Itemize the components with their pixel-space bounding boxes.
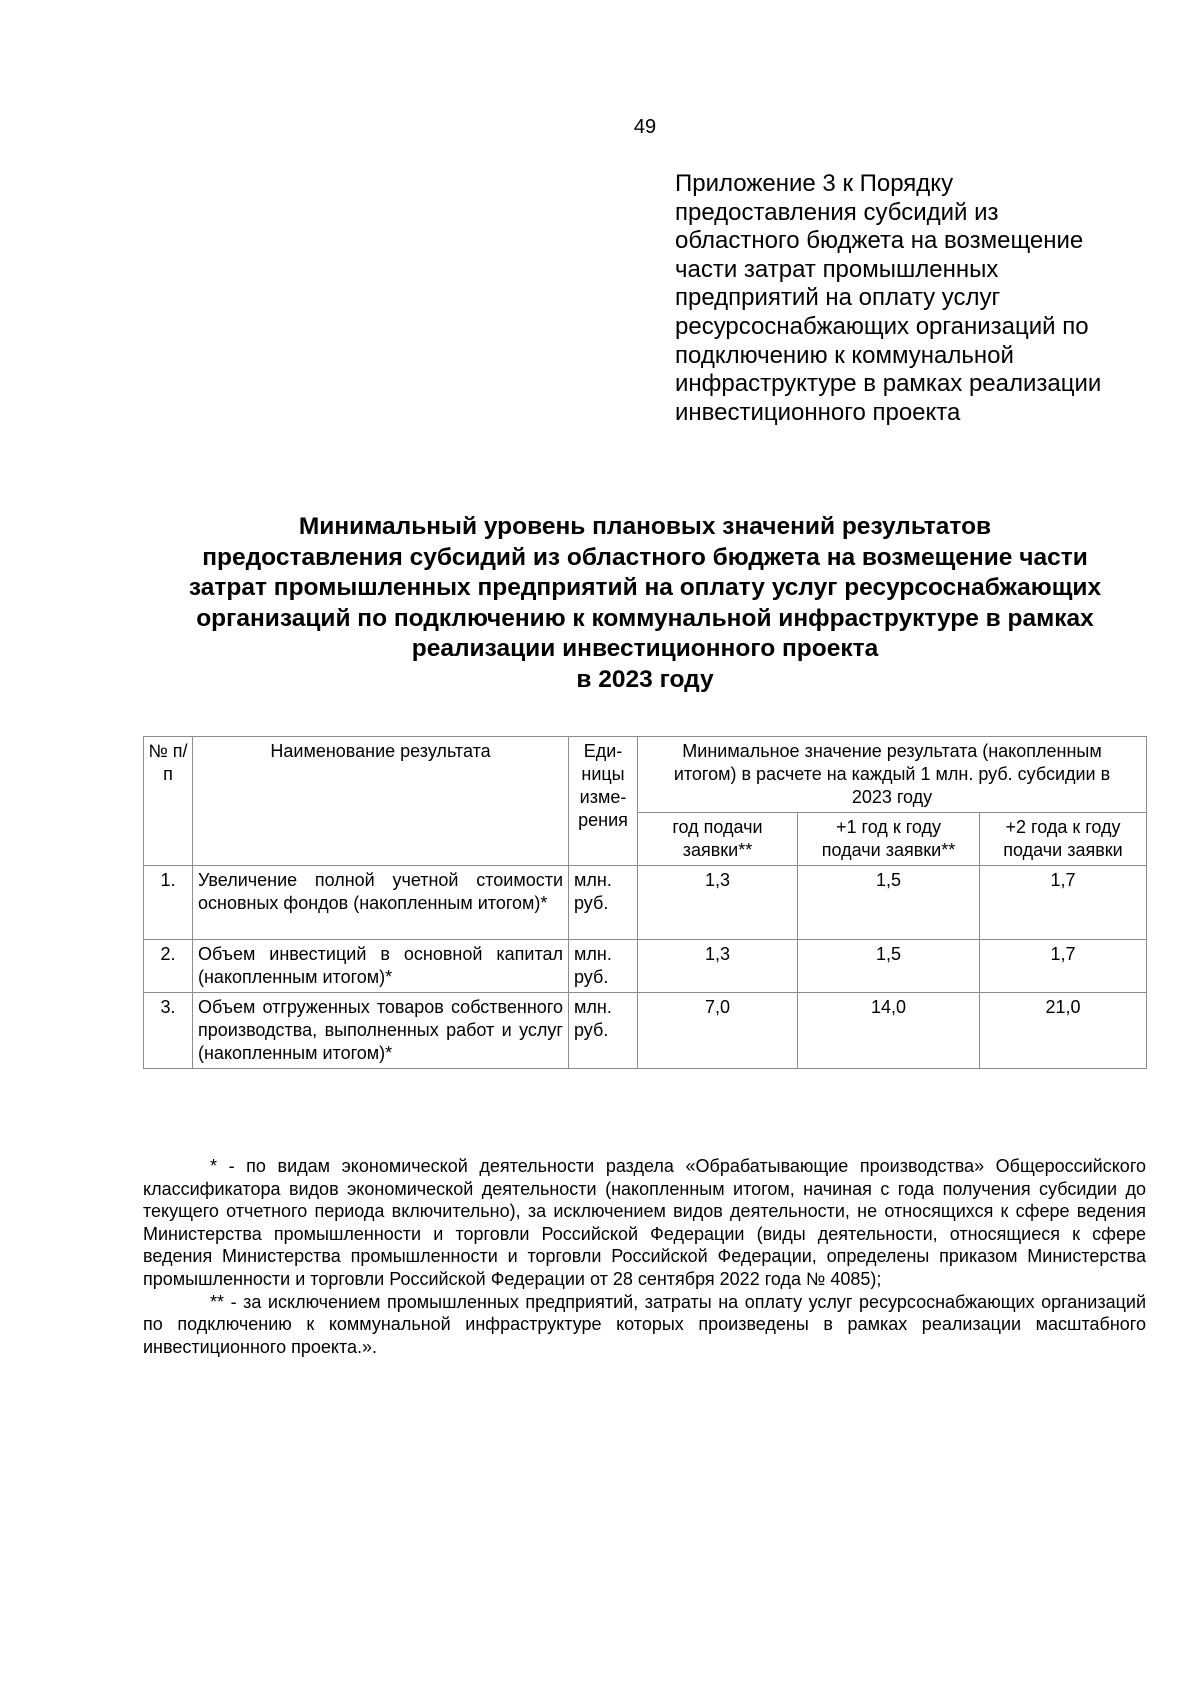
row-value-plus2: 1,7 (980, 940, 1147, 993)
row-value-plus2: 1,7 (980, 866, 1147, 940)
appendix-line: Приложение 3 к Порядку (675, 170, 954, 197)
appendix-line: ресурсоснабжающих организаций по (675, 312, 1089, 340)
row-value-plus1: 1,5 (798, 940, 980, 993)
appendix-line: областного бюджета на возмещение (675, 227, 1084, 255)
header-year-apply: год подачи заявки** (638, 813, 798, 866)
row-value-year: 1,3 (638, 940, 798, 993)
title-line: Минимальный уровень плановых значений результатов (298, 513, 992, 540)
header-unit: Еди-ницы изме-рения (569, 737, 638, 866)
row-value-year: 7,0 (638, 993, 798, 1069)
header-plus2: +2 года к году подачи заявки (980, 813, 1147, 866)
appendix-line: инвестиционного проекта (675, 398, 961, 426)
footnotes (143, 1155, 1146, 1358)
row-name: Объем отгруженных товаров собственного производства, выполненных работ и услуг (накопленным итогом)* (193, 993, 569, 1069)
header-num: № п/п (144, 737, 193, 866)
document-title (140, 512, 1150, 695)
row-value-plus1: 1,5 (798, 866, 980, 940)
page-number: 49 (633, 116, 657, 138)
appendix-line: инфраструктуре в рамках реализации (675, 370, 1102, 398)
row-num: 3. (144, 993, 193, 1069)
table-row (144, 993, 1147, 1069)
row-value-year: 1,3 (638, 866, 798, 940)
row-value-plus2: 21,0 (980, 993, 1147, 1069)
title-line: предоставления субсидий из областного бюджета на возмещение части (202, 543, 1088, 571)
row-unit: млн. руб. (569, 866, 638, 940)
row-name: Увеличение полной учетной стоимости основных фондов (накопленным итогом)* (193, 866, 569, 940)
footnote-activities: * - по видам экономической деятельности раздела «Обрабатывающие производства» Общероссийского классификатора видов экономической деятельности (накопленным итогом, начиная с года получения субсидии до текущего отчетного периода включительно), за исключением видов деятельности, не относящихся к сфере ведения Министерства промышленности и торговли Российской Федерации (виды деятельности, относящиеся к сфере ведения Министерства промышленности и торговли Российской Федерации, определены приказом Министерства промышленности и торговли Российской Федерации от 28 сентября 2022 года № 4085); (143, 1156, 1146, 1289)
header-min-value: Минимальное значение результата (накопленным итогом) в расчете на каждый 1 млн. руб. субсидии в 2023 году (638, 737, 1147, 813)
row-num: 2. (144, 940, 193, 993)
title-line: организаций по подключению к коммунальной инфраструктуре в рамках (196, 604, 1094, 632)
header-plus1: +1 год к году подачи заявки** (798, 813, 980, 866)
appendix-line: предоставления субсидий из (675, 198, 999, 226)
appendix-line: подключению к коммунальной (675, 341, 1014, 369)
row-unit: млн. руб. (569, 940, 638, 993)
appendix-line: части затрат промышленных (675, 255, 999, 283)
row-name: Объем инвестиций в основной капитал (накопленным итогом)* (193, 940, 569, 993)
appendix-line: предприятий на оплату услуг (675, 284, 1001, 312)
title-line: реализации инвестиционного проекта (411, 635, 879, 662)
results-table (143, 736, 1147, 1069)
footnote-exclusion: ** - за исключением промышленных предприятий, затраты на оплату услуг ресурсоснабжающих организаций по подключению к коммунальной инфраструктуре которых произведены в рамках реализации масштабного инвестиционного проекта.». (143, 1291, 1146, 1357)
table-row (144, 940, 1147, 993)
title-line: затрат промышленных предприятий на оплату услуг ресурсоснабжающих (188, 574, 1102, 601)
header-name: Наименование результата (193, 737, 569, 866)
row-num: 1. (144, 866, 193, 940)
table-row (144, 866, 1147, 940)
row-value-plus1: 14,0 (798, 993, 980, 1069)
appendix-reference (675, 170, 1145, 427)
title-line: в 2023 году (576, 665, 714, 693)
table-header-row (144, 737, 1147, 813)
row-unit: млн. руб. (569, 993, 638, 1069)
